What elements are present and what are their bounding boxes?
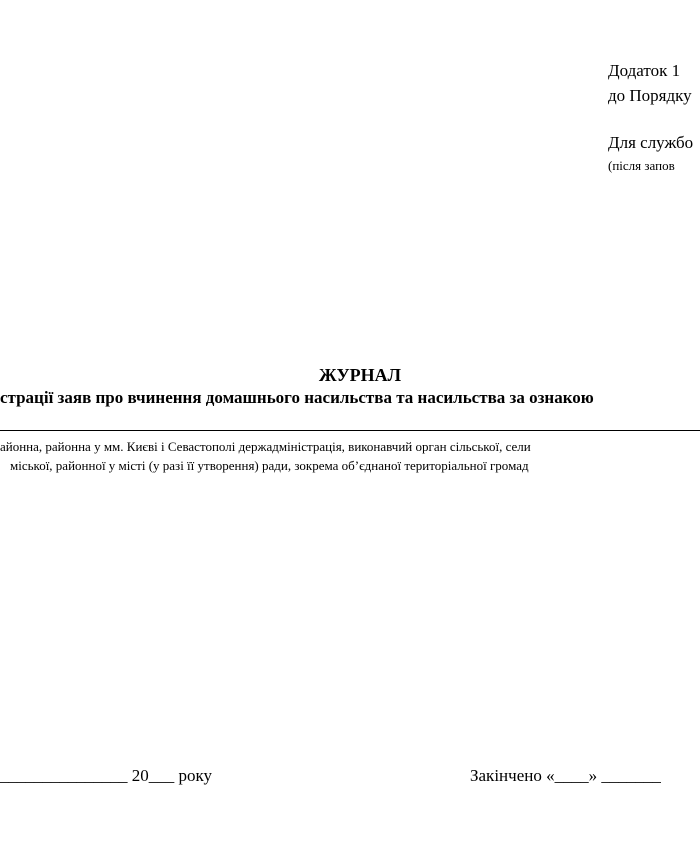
after-filling-note: (після запов [608,158,675,173]
journal-subtitle: страції заяв про вчинення домашнього насильства та насильства за ознакою [0,388,594,407]
journal-title: ЖУРНАЛ [318,365,402,385]
office-use-label: Для службо [608,133,694,152]
procedure-reference: до Порядку [608,86,692,105]
authority-fill-line [0,430,700,431]
annex-label: Додаток 1 [608,61,681,80]
authority-note-line-2: міської, районної у місті (у разі її утворення) ради, зокрема об’єднаної територіальної громад [10,458,529,473]
started-date-field: _______________ 20___ року [0,766,213,785]
finished-date-field: Закінчено «____» _______ [470,766,661,785]
authority-note-line-1: айонна, районна у мм. Києві і Севастополі держадміністрація, виконавчий орган сільської, сели [0,439,531,454]
